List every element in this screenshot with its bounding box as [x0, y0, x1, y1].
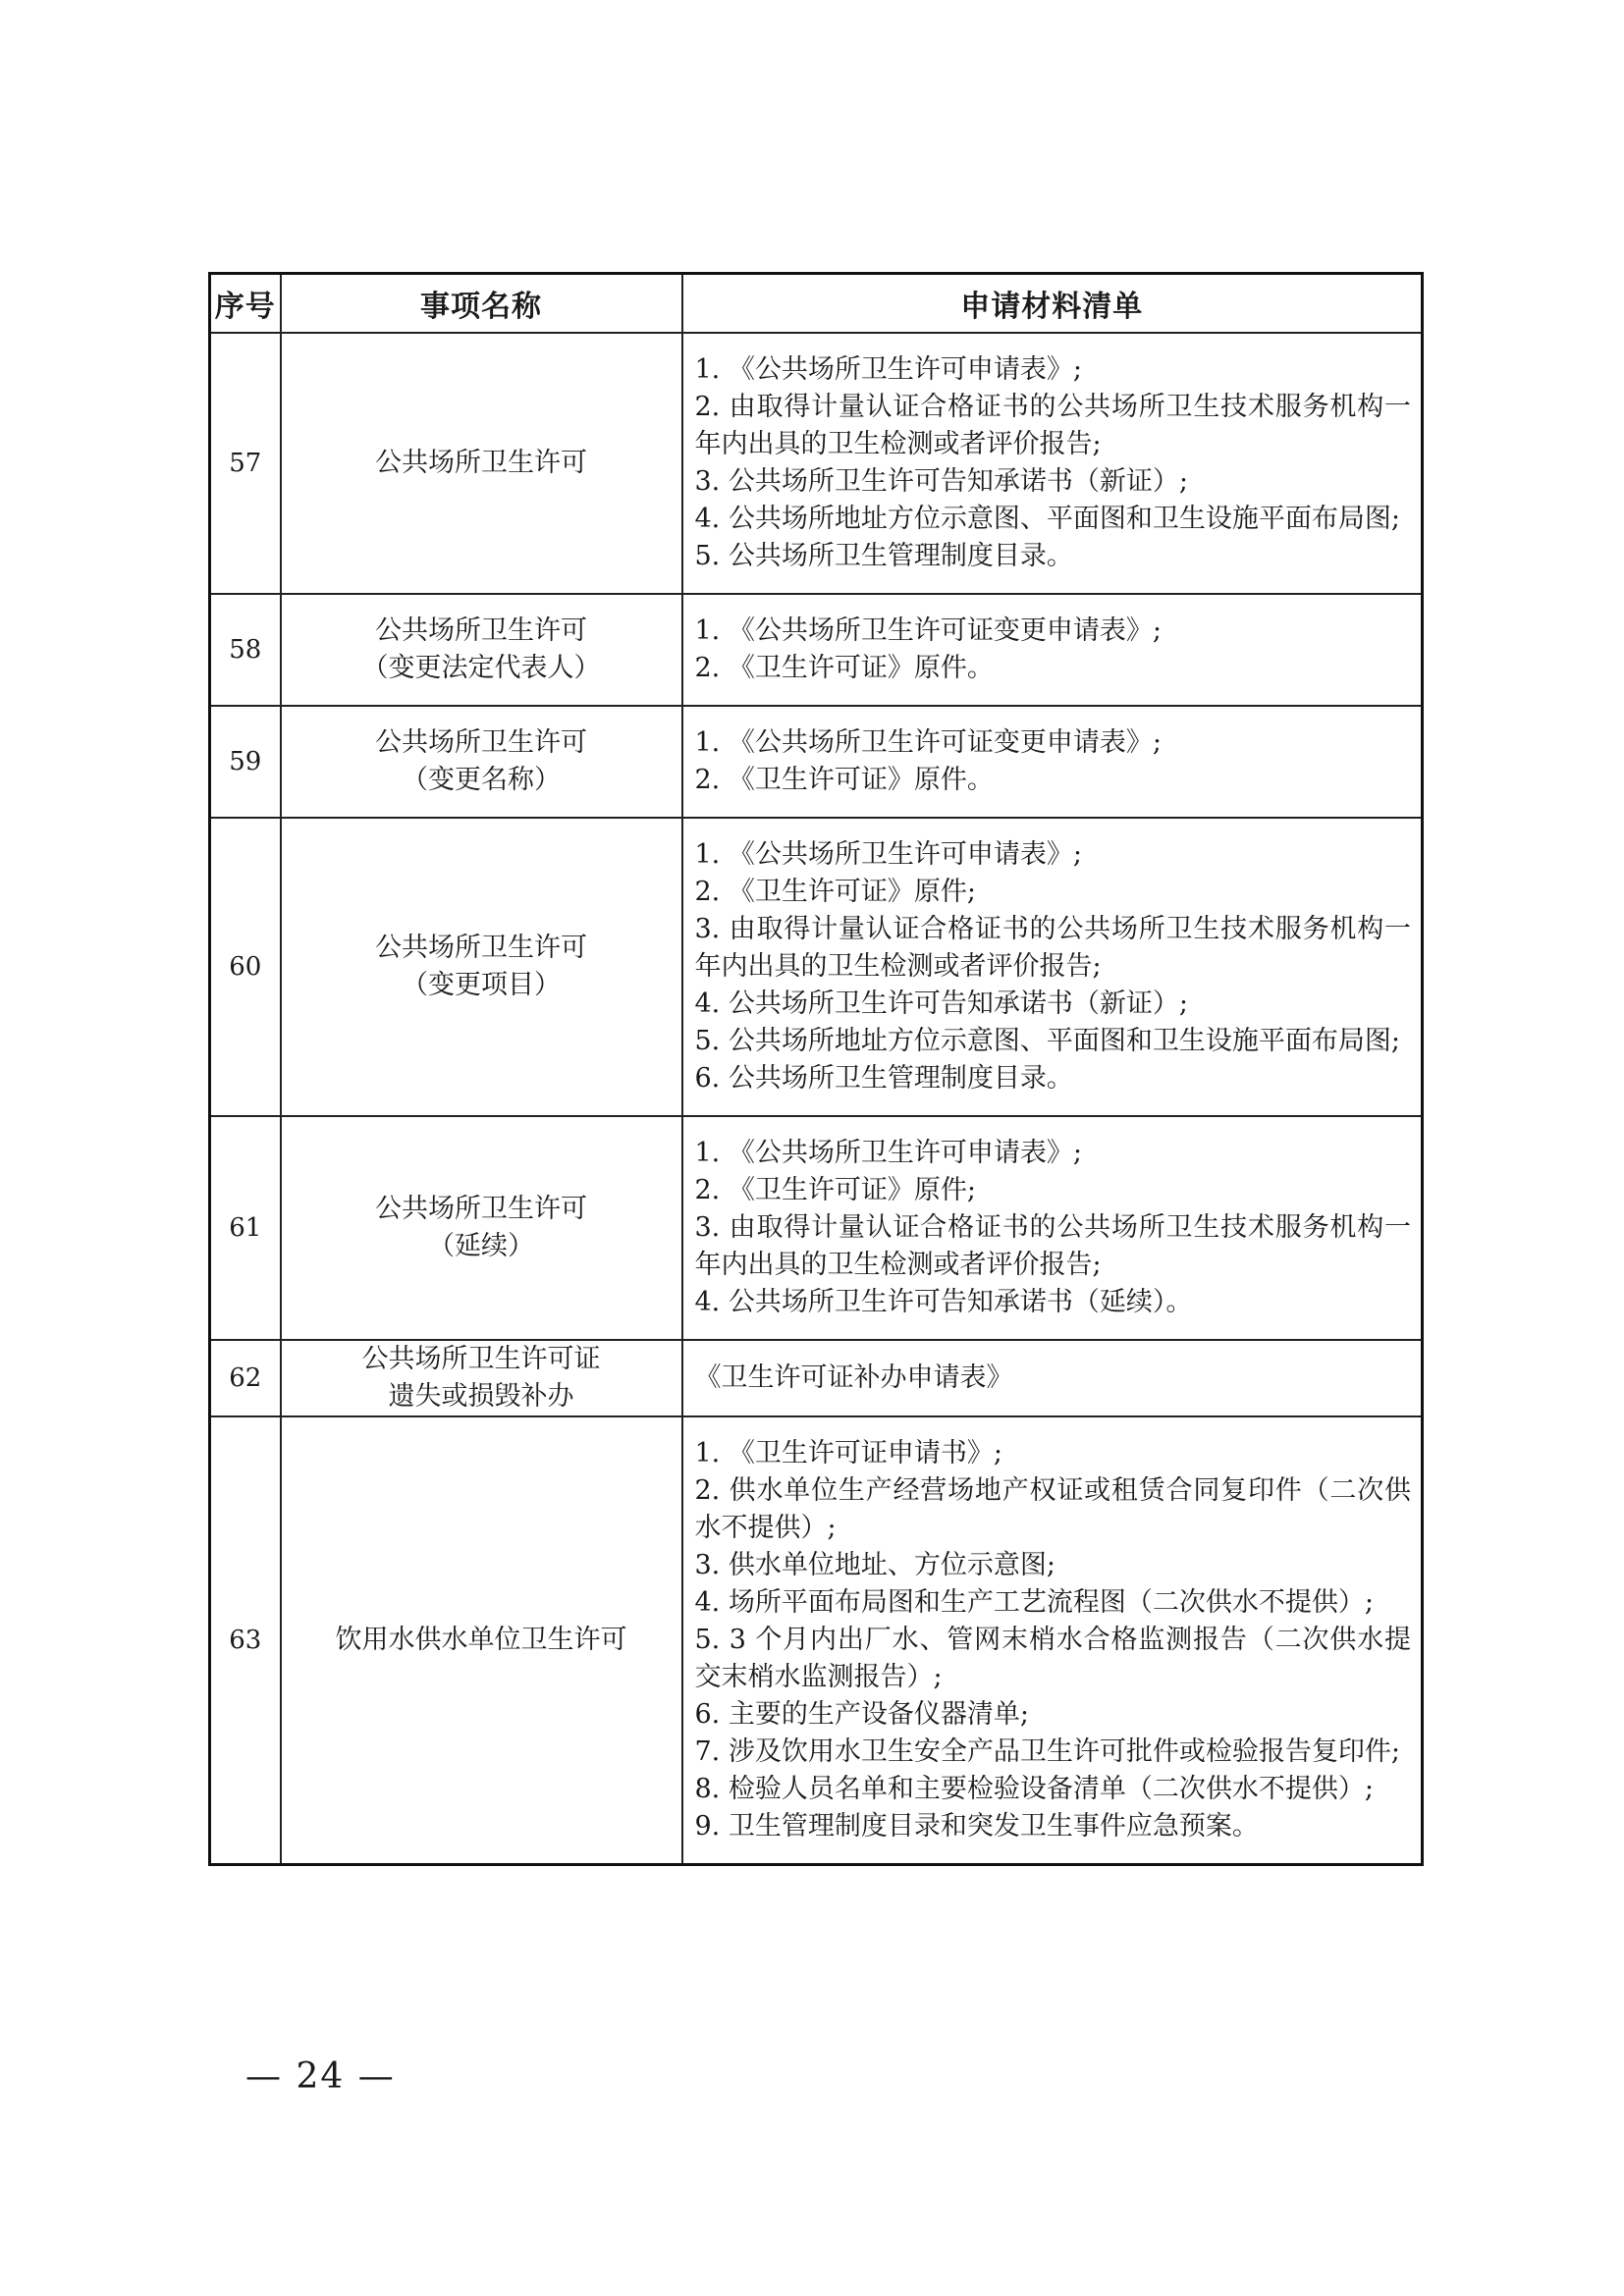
table-row: [210, 333, 1423, 594]
row-name-cell: [281, 706, 682, 818]
material-item: 3. 公共场所卫生许可告知承诺书（新证）;: [694, 466, 1188, 497]
row-seq-cell: 57: [210, 333, 281, 594]
row-materials-cell: [682, 1340, 1423, 1416]
row-name-cell: [281, 1416, 682, 1865]
material-item: 3. 由取得计量认证合格证书的公共场所卫生技术服务机构一年内出具的卫生检测或者评价报告;: [694, 914, 1411, 982]
row-name-cell: [281, 333, 682, 594]
table-row: [210, 818, 1423, 1116]
item-name-line: （变更项目）: [402, 970, 561, 1000]
material-item: 5. 公共场所地址方位示意图、平面图和卫生设施平面布局图;: [694, 1026, 1400, 1056]
material-item: 1. 《公共场所卫生许可证变更申请表》;: [694, 615, 1162, 646]
material-item: 3. 供水单位地址、方位示意图;: [694, 1550, 1056, 1580]
material-item: 3. 由取得计量认证合格证书的公共场所卫生技术服务机构一年内出具的卫生检测或者评价报告;: [694, 1212, 1411, 1280]
header-item-name: 事项名称: [281, 274, 682, 334]
material-item: 9. 卫生管理制度目录和突发卫生事件应急预案。: [694, 1811, 1259, 1842]
material-item: 5. 公共场所卫生管理制度目录。: [694, 541, 1073, 571]
row-name-cell: [281, 1116, 682, 1340]
table-row: [210, 1340, 1423, 1416]
item-name-line: 饮用水供水单位卫生许可: [335, 1625, 627, 1655]
material-item: 《卫生许可证补办申请表》: [694, 1362, 1013, 1393]
material-item: 2. 《卫生许可证》原件;: [694, 877, 976, 907]
materials-table: [208, 272, 1424, 1866]
material-item: 4. 公共场所卫生许可告知承诺书（新证）;: [694, 988, 1188, 1019]
row-seq-cell: 61: [210, 1116, 281, 1340]
material-item: 6. 主要的生产设备仪器清单;: [694, 1699, 1029, 1730]
row-name-cell: [281, 594, 682, 706]
row-materials-cell: [682, 1416, 1423, 1865]
material-item: 5. 3 个月内出厂水、管网末梢水合格监测报告（二次供水提交末梢水监测报告）;: [694, 1625, 1411, 1692]
table-row: [210, 1416, 1423, 1865]
item-name-line: （延续）: [428, 1231, 534, 1261]
material-item: 6. 公共场所卫生管理制度目录。: [694, 1063, 1073, 1094]
row-materials-cell: [682, 1116, 1423, 1340]
row-seq-cell: 59: [210, 706, 281, 818]
material-item: 1. 《公共场所卫生许可申请表》;: [694, 839, 1082, 870]
item-name-line: 公共场所卫生许可: [375, 933, 587, 963]
row-materials-cell: [682, 594, 1423, 706]
item-name-line: 公共场所卫生许可: [375, 615, 587, 646]
table-row: [210, 706, 1423, 818]
material-item: 2. 《卫生许可证》原件;: [694, 1175, 976, 1205]
header-seq: 序号: [210, 274, 281, 334]
material-item: 1. 《公共场所卫生许可证变更申请表》;: [694, 727, 1162, 758]
item-name-line: 公共场所卫生许可: [375, 1194, 587, 1224]
page-number: — 24 —: [245, 2056, 396, 2097]
row-materials-cell: [682, 333, 1423, 594]
table-header-row: [210, 274, 1423, 334]
row-materials-cell: [682, 706, 1423, 818]
table-row: [210, 594, 1423, 706]
material-item: 4. 公共场所地址方位示意图、平面图和卫生设施平面布局图;: [694, 504, 1400, 534]
material-item: 1. 《公共场所卫生许可申请表》;: [694, 1138, 1082, 1168]
material-item: 4. 公共场所卫生许可告知承诺书（延续）。: [694, 1287, 1193, 1317]
material-item: 1. 《卫生许可证申请书》;: [694, 1438, 1002, 1468]
row-seq-cell: 62: [210, 1340, 281, 1416]
material-item: 7. 涉及饮用水卫生安全产品卫生许可批件或检验报告复印件;: [694, 1736, 1400, 1767]
row-name-cell: [281, 1340, 682, 1416]
table-row: [210, 1116, 1423, 1340]
row-materials-cell: [682, 818, 1423, 1116]
material-item: 4. 场所平面布局图和生产工艺流程图（二次供水不提供）;: [694, 1587, 1374, 1618]
material-item: 2. 《卫生许可证》原件。: [694, 653, 994, 683]
material-item: 2. 《卫生许可证》原件。: [694, 765, 994, 795]
row-seq-cell: 58: [210, 594, 281, 706]
material-item: 1. 《公共场所卫生许可申请表》;: [694, 354, 1082, 385]
item-name-line: 公共场所卫生许可: [375, 448, 587, 478]
material-item: 2. 供水单位生产经营场地产权证或租赁合同复印件（二次供水不提供）;: [694, 1475, 1411, 1543]
item-name-line: （变更法定代表人）: [361, 653, 601, 683]
item-name-line: 遗失或损毁补办: [388, 1381, 574, 1412]
item-name-line: 公共场所卫生许可: [375, 727, 587, 758]
row-seq-cell: 60: [210, 818, 281, 1116]
material-item: 8. 检验人员名单和主要检验设备清单（二次供水不提供）;: [694, 1774, 1374, 1804]
material-item: 2. 由取得计量认证合格证书的公共场所卫生技术服务机构一年内出具的卫生检测或者评价报告;: [694, 392, 1411, 459]
header-materials: 申请材料清单: [682, 274, 1423, 334]
row-name-cell: [281, 818, 682, 1116]
row-seq-cell: 63: [210, 1416, 281, 1865]
table-body: [210, 333, 1423, 1865]
item-name-line: （变更名称）: [402, 765, 561, 795]
item-name-line: 公共场所卫生许可证: [361, 1344, 601, 1374]
